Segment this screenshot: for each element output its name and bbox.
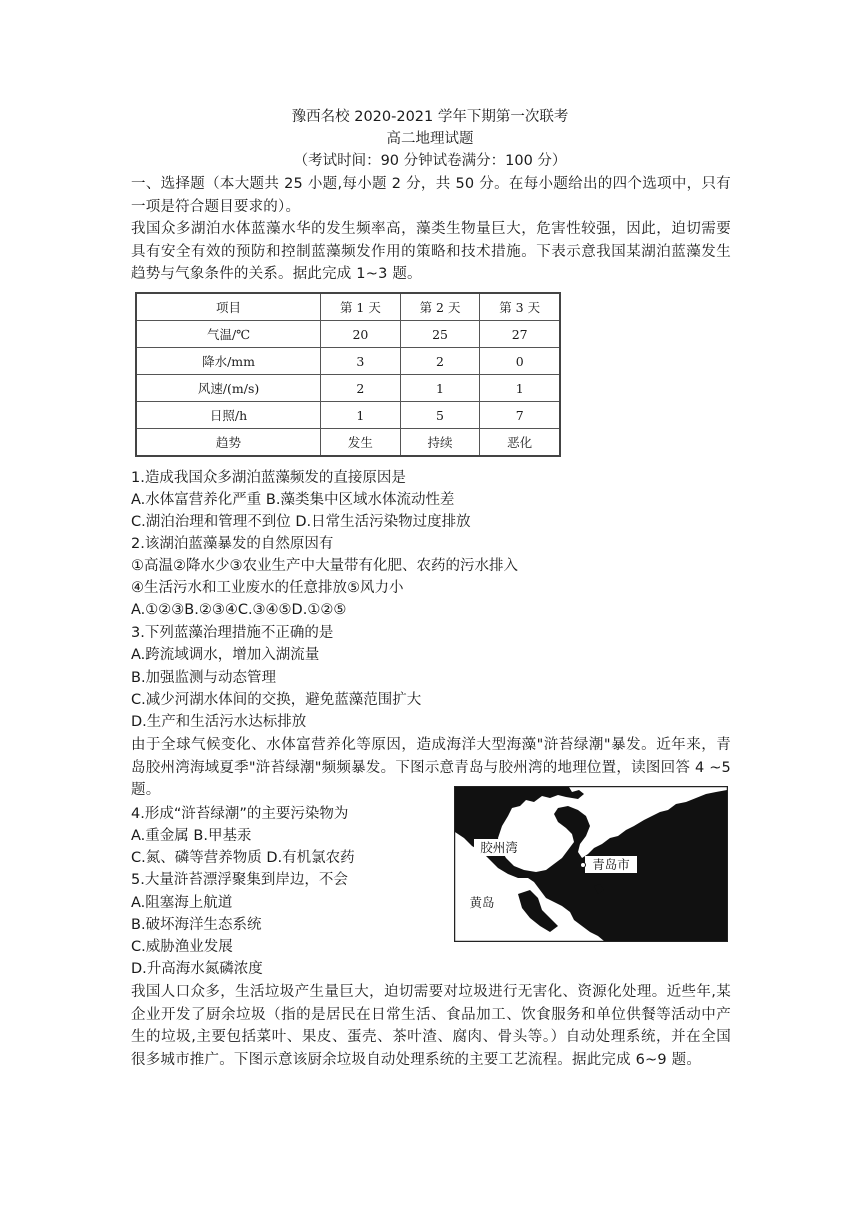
table-header-cell: 项目 — [136, 293, 321, 321]
table-cell: 1 — [321, 402, 401, 429]
q5-option-d: D.升高海水氮磷浓度 — [131, 961, 263, 977]
q3-option-b: B.加强监测与动态管理 — [131, 670, 277, 686]
q4-options-ab: A.重金属 B.甲基汞 — [131, 828, 252, 844]
table-cell: 5 — [400, 402, 480, 429]
school-line: 豫西名校 2020-2021 学年下期第一次联考 — [291, 109, 569, 125]
city-label: 青岛市 — [592, 857, 630, 872]
table-row — [136, 375, 560, 402]
table-cell: 日照/h — [136, 402, 321, 429]
table-cell: 气温/℃ — [136, 321, 321, 348]
weather-trend-table — [135, 292, 561, 457]
table-cell: 持续 — [400, 429, 480, 457]
table-cell: 7 — [480, 402, 560, 429]
map-graphic — [454, 786, 728, 942]
table-header-cell: 第 3 天 — [480, 293, 560, 321]
q5-option-a: A.阻塞海上航道 — [131, 895, 233, 911]
q5-option-b: B.破坏海洋生态系统 — [131, 917, 262, 933]
passage-cyanobacteria: 我国众多湖泊水体蓝藻水华的发生频率高，藻类生物量巨大，危害性较强，因此，迫切需要具有安全有效的预防和控制蓝藻频发作用的策略和技术措施。下表示意我国某湖泊蓝藻发生趋势与气象条件的关系。据此完成 1~3 题。 — [131, 221, 731, 282]
table-cell: 27 — [480, 321, 560, 348]
section-intro: 一、选择题（本大题共 25 小题,每小题 2 分，共 50 分。在每小题给出的四个选项中，只有一项是符合题目要求的）。 — [131, 176, 731, 215]
q1-options-cd: C.湖泊治理和管理不到位 D.日常生活污染物过度排放 — [131, 514, 471, 530]
table-row — [136, 429, 560, 457]
table-row — [136, 348, 560, 375]
table-cell: 1 — [400, 375, 480, 402]
table-cell: 2 — [321, 375, 401, 402]
q2-stem: 2.该湖泊蓝藻暴发的自然原因有 — [131, 536, 334, 552]
table-cell: 1 — [480, 375, 560, 402]
island-label: 黄岛 — [469, 895, 495, 910]
table-cell: 25 — [400, 321, 480, 348]
table-row — [136, 321, 560, 348]
table-cell: 发生 — [321, 429, 401, 457]
q4-options-cd: C.氮、磷等营养物质 D.有机氯农药 — [131, 850, 355, 866]
q1-options-ab: A.水体富营养化严重 B.藻类集中区域水体流动性差 — [131, 492, 455, 508]
q1-stem: 1.造成我国众多湖泊蓝藻频发的直接原因是 — [131, 470, 406, 486]
city-marker — [581, 863, 586, 868]
q4-stem: 4.形成“浒苔绿潮”的主要污染物为 — [131, 806, 349, 822]
table-cell: 趋势 — [136, 429, 321, 457]
table-cell: 3 — [321, 348, 401, 375]
table-header-cell: 第 2 天 — [400, 293, 480, 321]
bay-label: 胶州湾 — [480, 840, 518, 855]
passage-green-tide: 由于全球气候变化、水体富营养化等原因，造成海洋大型海藻"浒苔绿潮"暴发。近年来，青岛胶州湾海域夏季"浒苔绿潮"频频暴发。下图示意青岛与胶州湾的地理位置，读图回答 4 ~5 题。 — [131, 737, 731, 798]
exam-info: （考试时间：90 分钟试卷满分：100 分） — [293, 153, 567, 169]
q5-option-c: C.威胁渔业发展 — [131, 939, 233, 955]
table-row — [136, 402, 560, 429]
q5-stem: 5.大量浒苔漂浮聚集到岸边，不会 — [131, 872, 348, 888]
subject-title: 高二地理试题 — [386, 131, 474, 147]
table-cell: 恶化 — [480, 429, 560, 457]
q3-option-a: A.跨流域调水，增加入湖流量 — [131, 647, 320, 663]
table-cell: 降水/mm — [136, 348, 321, 375]
q2-factors-2: ④生活污水和工业废水的任意排放⑤风力小 — [131, 580, 404, 596]
q3-option-d: D.生产和生活污水达标排放 — [131, 714, 307, 730]
table-header-row — [136, 293, 560, 321]
table-cell: 风速/(m/s) — [136, 375, 321, 402]
table-cell: 0 — [480, 348, 560, 375]
q2-factors-1: ①高温②降水少③农业生产中大量带有化肥、农药的污水排入 — [131, 558, 518, 574]
q2-choices: A.①②③B.②③④C.③④⑤D.①②⑤ — [131, 602, 347, 618]
q3-stem: 3.下列蓝藻治理措施不正确的是 — [131, 625, 334, 641]
passage-kitchen-waste: 我国人口众多，生活垃圾产生量巨大，迫切需要对垃圾进行无害化、资源化处理。近些年,某企业开发了厨余垃圾（指的是居民在日常生活、食品加工、饮食服务和单位供餐等活动中产生的垃圾,主要包括菜叶、果皮、蛋壳、茶叶渣、腐肉、骨头等。）自动处理系统，并在全国很多城市推广。下图示意该厨余垃圾自动处理系统的主要工艺流程。据此完成 6~9 题。 — [131, 984, 731, 1068]
jiaozhou-bay-map — [454, 786, 728, 942]
table-cell: 2 — [400, 348, 480, 375]
q3-option-c: C.减少河湖水体间的交换，避免蓝藻范围扩大 — [131, 692, 422, 708]
table-header-cell: 第 1 天 — [321, 293, 401, 321]
table-cell: 20 — [321, 321, 401, 348]
